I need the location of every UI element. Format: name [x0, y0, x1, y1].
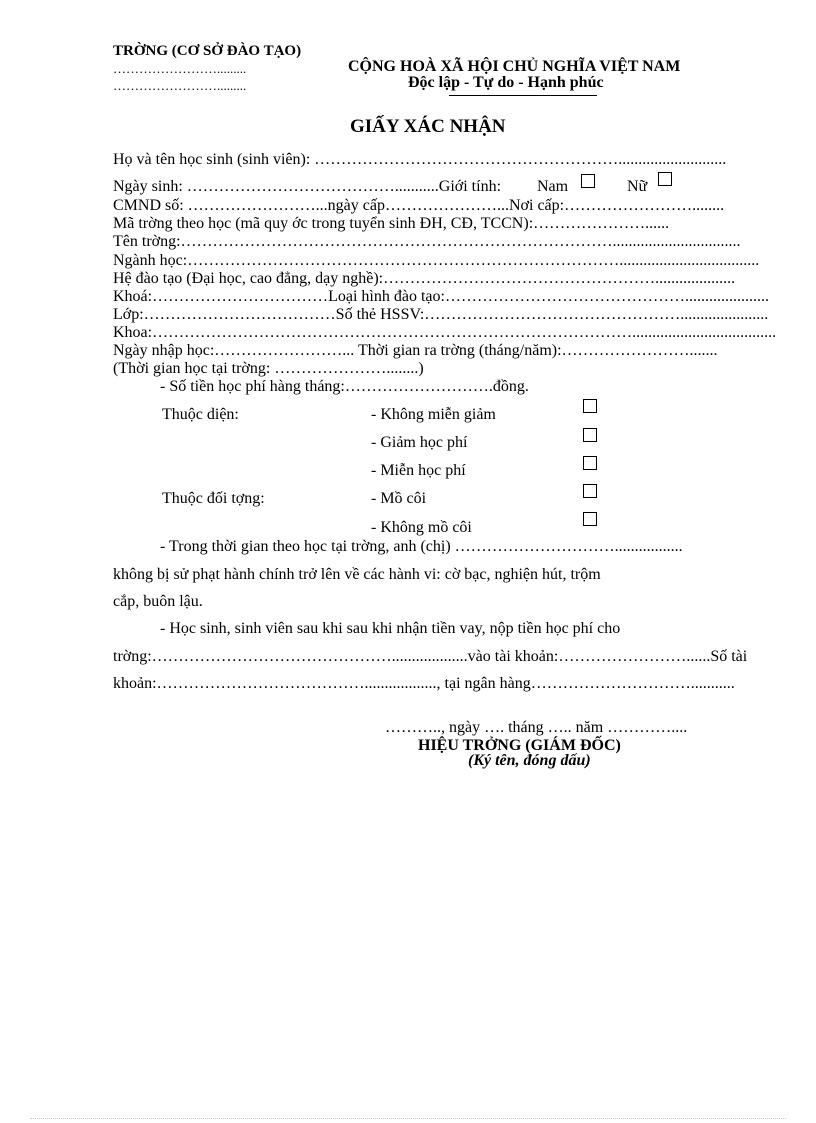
- field-faculty: Khoa:………………………………………………………………………………....................................: [113, 324, 777, 341]
- school-dots-line-1: …………………….........: [113, 61, 247, 76]
- payment-statement-line-1: - Học sinh, sinh viên sau khi sau khi nhận tiền vay, nộp tiền học phí cho: [160, 620, 621, 637]
- payment-statement-line-2: trờng:………………………………………...................vào tài khoản:……………………......Số tài: [113, 648, 748, 665]
- school-dots-line-2: …………………….........: [113, 78, 247, 93]
- conduct-statement-line-1: - Trong thời gian theo học tại trờng, anh (chị) ………………………….................: [160, 538, 683, 555]
- gender-female-label: Nữ: [627, 178, 648, 195]
- category-label: Thuộc diện:: [162, 406, 239, 423]
- field-course: Khoá:……………………………Loại hình đào tạo:……………………………………….....................: [113, 288, 769, 305]
- field-enroll-date: Ngày nhập học:……………………... Thời gian ra trờng (tháng/năm):…………………….......: [113, 342, 718, 359]
- option-not-orphan-label: - Không mồ côi: [371, 519, 472, 536]
- field-school-name: Tên trờng:………………………………………………………………………................................: [113, 233, 741, 250]
- field-training-system: Hệ đào tạo (Đại học, cao đẳng, dạy nghề):……………………………………………....................: [113, 270, 736, 287]
- signer-title: HIỆU TRỞNG (GIÁM ĐỐC): [418, 737, 621, 754]
- option-no-reduction-checkbox[interactable]: [583, 399, 597, 413]
- field-birth-date: Ngày sinh: …………………………………...........Giới tính:: [113, 178, 502, 195]
- payment-statement-line-3: khoản:………………………………….................., tại ngân hàng…………………………...........: [113, 675, 735, 692]
- conduct-statement-line-2: không bị sử phạt hành chính trở lên về các hành vi: cờ bạc, nghiện hút, trộm: [113, 566, 601, 583]
- school-header: TRỜNG (CƠ SỞ ĐÀO TẠO): [113, 43, 302, 59]
- motto-underline: [449, 95, 597, 96]
- field-study-time: (Thời gian học tại trờng: …………………........): [113, 360, 424, 377]
- page-bottom-divider: [30, 1118, 786, 1119]
- option-fee-exemption-checkbox[interactable]: [583, 456, 597, 470]
- option-not-orphan-checkbox[interactable]: [583, 512, 597, 526]
- field-major: Ngành học:………………………………………………………………………...................................: [113, 252, 760, 269]
- signature-note: (Ký tên, đóng dấu): [468, 752, 591, 769]
- gender-female-checkbox[interactable]: [658, 172, 672, 186]
- target-label: Thuộc đối tợng:: [162, 490, 265, 507]
- nation-motto: Độc lập - Tự do - Hạnh phúc: [408, 74, 604, 91]
- gender-male-label: Nam: [537, 178, 569, 195]
- option-no-reduction-label: - Không miễn giảm: [371, 406, 496, 423]
- option-fee-reduction-checkbox[interactable]: [583, 428, 597, 442]
- option-fee-reduction-label: - Giảm học phí: [371, 434, 468, 451]
- field-school-code: Mã trờng theo học (mã quy ớc trong tuyển sinh ĐH, CĐ, TCCN):…………………......: [113, 215, 670, 232]
- option-orphan-checkbox[interactable]: [583, 484, 597, 498]
- signature-date-line: ……….., ngày …. tháng ….. năm …………....: [385, 719, 688, 736]
- gender-male-checkbox[interactable]: [581, 174, 595, 188]
- document-title: GIẤY XÁC NHẬN: [350, 116, 506, 137]
- field-student-name: Họ và tên học sinh (sinh viên): …………………………………………………...........................: [113, 151, 727, 168]
- field-id-card: CMND số: ……………………...ngày cấp…………………...Nơi cấp:……………………........: [113, 197, 725, 214]
- field-monthly-fee: - Số tiền học phí hàng tháng:……………………….đồng.: [160, 378, 529, 395]
- nation-title: CỘNG HOÀ XÃ HỘI CHỦ NGHĨA VIỆT NAM: [348, 58, 681, 75]
- option-fee-exemption-label: - Miễn học phí: [371, 462, 466, 479]
- field-class: Lớp:………………………………Số thẻ HSSV:…………………………………………......................: [113, 306, 769, 323]
- option-orphan-label: - Mồ côi: [371, 490, 427, 507]
- conduct-statement-line-3: cắp, buôn lậu.: [113, 593, 203, 610]
